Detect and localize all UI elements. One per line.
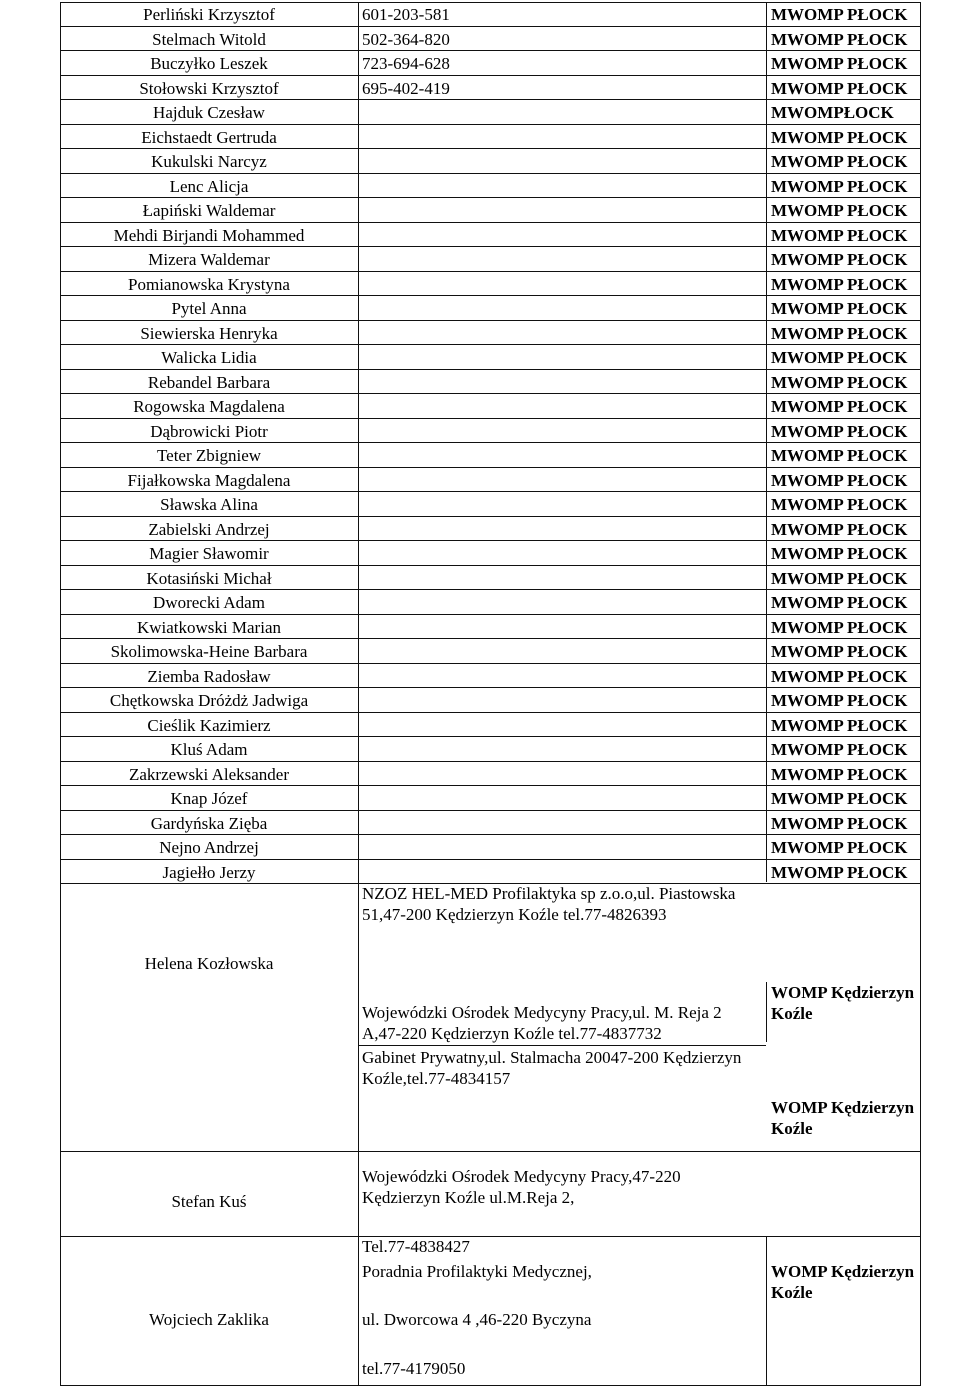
person-name: Chętkowska Dróżdż Jadwiga xyxy=(109,691,309,710)
table-row xyxy=(0,590,960,615)
table-row xyxy=(0,639,960,664)
kus-bottom-border xyxy=(60,1236,920,1237)
org-label: MWOMP PŁOCK xyxy=(771,495,908,514)
org-label: MWOMP PŁOCK xyxy=(771,348,908,367)
table-row xyxy=(0,223,960,248)
column-divider-phone-lower xyxy=(766,982,767,1042)
person-name: Dąbrowicki Piotr xyxy=(150,421,268,441)
org-label: Koźle xyxy=(771,1119,813,1138)
place-line: Poradnia Profilaktyki Medycznej, xyxy=(362,1262,592,1281)
phone-number: 601-203-581 xyxy=(362,5,450,24)
table-row xyxy=(0,762,960,787)
person-name: Ziemba Radosław xyxy=(147,666,271,686)
org-label: MWOMPŁOCK xyxy=(771,103,894,122)
person-name-kozlowska: Helena Kozłowska xyxy=(144,954,274,973)
org-label: MWOMP PŁOCK xyxy=(771,764,908,784)
org-label: MWOMP PŁOCK xyxy=(771,274,908,294)
org-label: MWOMP PŁOCK xyxy=(771,5,908,24)
table-row xyxy=(0,541,960,566)
person-name: Siewierska Henryka xyxy=(140,323,278,343)
org-label: MWOMP PŁOCK xyxy=(771,250,908,269)
table-row xyxy=(0,2,960,27)
person-name: Gardyńska Zięba xyxy=(150,813,268,833)
table-row xyxy=(0,492,960,517)
person-name: Skolimowska-Heine Barbara xyxy=(110,642,308,661)
table-row xyxy=(0,713,960,738)
table-row xyxy=(0,517,960,542)
org-label: MWOMP PŁOCK xyxy=(771,691,908,710)
org-label: MWOMP PŁOCK xyxy=(771,225,908,245)
column-divider-name xyxy=(358,2,359,1386)
org-label: MWOMP PŁOCK xyxy=(771,862,908,882)
person-name: Teter Zbigniew xyxy=(156,446,262,465)
table-row xyxy=(0,296,960,321)
person-name: Kwiatkowski Marian xyxy=(136,617,281,637)
person-name: Lenc Alicja xyxy=(169,176,249,196)
org-label: MWOMP PŁOCK xyxy=(771,54,908,73)
column-divider-right xyxy=(920,2,921,1386)
org-label: MWOMP PŁOCK xyxy=(771,813,908,833)
org-label: MWOMP PŁOCK xyxy=(771,397,908,416)
person-name: Pytel Anna xyxy=(171,299,247,318)
org-label: WOMP Kędzierzyn xyxy=(771,1262,915,1281)
table-row xyxy=(0,125,960,150)
person-name: Fijałkowska Magdalena xyxy=(127,470,291,490)
person-name: Perliński Krzysztof xyxy=(143,5,275,24)
person-name: Kluś Adam xyxy=(170,740,248,759)
person-name: Stołowski Krzysztof xyxy=(139,78,279,98)
person-name: Zabielski Andrzej xyxy=(148,519,270,539)
column-divider-left xyxy=(60,2,61,1386)
org-label: MWOMP PŁOCK xyxy=(771,666,908,686)
table-row xyxy=(0,566,960,591)
org-label: MWOMP PŁOCK xyxy=(771,446,908,465)
phone-line: Tel.77-4838427 xyxy=(362,1237,470,1256)
table-row xyxy=(0,615,960,640)
phone-number: 695-402-419 xyxy=(362,78,450,98)
place-line: NZOZ HEL-MED Profilaktyka sp z.o.o,ul. Piastowska xyxy=(362,884,736,903)
person-name-zaklika: Wojciech Zaklika xyxy=(149,1310,269,1329)
org-label: MWOMP PŁOCK xyxy=(771,421,908,441)
person-name: Walicka Lidia xyxy=(161,348,257,367)
place-line: Wojewódzki Ośrodek Medycyny Pracy,47-220 xyxy=(362,1167,681,1186)
person-name: Nejno Andrzej xyxy=(159,838,259,857)
table-row xyxy=(0,370,960,395)
org-label: MWOMP PŁOCK xyxy=(771,544,908,563)
org-label: MWOMP PŁOCK xyxy=(771,519,908,539)
person-name: Hajduk Czesław xyxy=(153,103,265,122)
table-row xyxy=(0,345,960,370)
phone-number: 502-364-820 xyxy=(362,29,450,49)
place-line: 51,47-200 Kędzierzyn Koźle tel.77-4826393 xyxy=(362,905,667,924)
table-row xyxy=(0,419,960,444)
person-name: Sławska Alina xyxy=(160,495,258,514)
person-name: Rebandel Barbara xyxy=(147,372,271,392)
table-row xyxy=(0,198,960,223)
org-label: WOMP Kędzierzyn xyxy=(771,983,915,1002)
kozlowska-bottom-border xyxy=(60,1151,920,1152)
org-label: MWOMP PŁOCK xyxy=(771,78,908,98)
org-label: MWOMP PŁOCK xyxy=(771,593,908,612)
person-name: Jagiełło Jerzy xyxy=(162,862,256,882)
person-name: Łapiński Waldemar xyxy=(142,201,276,220)
table-row xyxy=(0,443,960,468)
table-row xyxy=(0,860,960,885)
org-label: MWOMP PŁOCK xyxy=(771,372,908,392)
person-name: Mizera Waldemar xyxy=(148,250,270,269)
table-row xyxy=(0,51,960,76)
person-name: Cieślik Kazimierz xyxy=(147,715,271,735)
person-name: Mehdi Birjandi Mohammed xyxy=(113,225,305,245)
org-label: MWOMP PŁOCK xyxy=(771,299,908,318)
org-label: MWOMP PŁOCK xyxy=(771,568,908,588)
org-label: Koźle xyxy=(771,1283,813,1302)
place-line: ul. Dworcowa 4 ,46-220 Byczyna xyxy=(362,1310,592,1329)
person-name: Magier Sławomir xyxy=(149,544,269,563)
org-label: MWOMP PŁOCK xyxy=(771,29,908,49)
column-divider-phone-bottom xyxy=(766,1236,767,1386)
table-row xyxy=(0,149,960,174)
org-label: WOMP Kędzierzyn xyxy=(771,1098,915,1117)
person-name: Knap Józef xyxy=(170,789,248,808)
place-line: Wojewódzki Ośrodek Medycyny Pracy,ul. M. Reja 2 xyxy=(362,1003,722,1022)
person-name-kus: Stefan Kuś xyxy=(171,1192,247,1211)
table-row xyxy=(0,688,960,713)
table-row xyxy=(0,786,960,811)
person-name: Buczyłko Leszek xyxy=(150,54,268,73)
person-name: Rogowska Magdalena xyxy=(133,397,285,416)
person-name: Pomianowska Krystyna xyxy=(128,274,290,294)
table-row xyxy=(0,76,960,101)
table-row xyxy=(0,664,960,689)
table-row xyxy=(0,100,960,125)
table-row xyxy=(0,272,960,297)
column-divider-phone xyxy=(766,2,767,882)
org-label: MWOMP PŁOCK xyxy=(771,789,908,808)
org-label: MWOMP PŁOCK xyxy=(771,323,908,343)
table-row xyxy=(0,394,960,419)
org-label: MWOMP PŁOCK xyxy=(771,470,908,490)
table-row xyxy=(0,174,960,199)
org-label: MWOMP PŁOCK xyxy=(771,740,908,759)
person-name: Dworecki Adam xyxy=(153,593,265,612)
person-name: Kukulski Narcyz xyxy=(151,152,267,171)
table-row xyxy=(0,321,960,346)
person-name: Zakrzewski Aleksander xyxy=(128,764,290,784)
place-line: Gabinet Prywatny,ul. Stalmacha 20047-200 Kędzierzyn xyxy=(362,1048,742,1067)
org-label: MWOMP PŁOCK xyxy=(771,617,908,637)
person-name: Eichstaedt Gertruda xyxy=(141,127,277,147)
place2-bottom-border xyxy=(358,1045,766,1046)
org-label: Koźle xyxy=(771,1004,813,1023)
org-label: MWOMP PŁOCK xyxy=(771,715,908,735)
phone-number: 723-694-628 xyxy=(362,54,450,73)
table-row xyxy=(0,835,960,860)
phone-line: tel.77-4179050 xyxy=(362,1359,466,1378)
table-row xyxy=(0,247,960,272)
org-label: MWOMP PŁOCK xyxy=(771,176,908,196)
person-name: Stelmach Witold xyxy=(152,29,266,49)
place-line: Koźle,tel.77-4834157 xyxy=(362,1069,511,1088)
org-label: MWOMP PŁOCK xyxy=(771,152,908,171)
table-row xyxy=(0,811,960,836)
person-name: Kotasiński Michał xyxy=(146,568,272,588)
table-row xyxy=(0,27,960,52)
org-label: MWOMP PŁOCK xyxy=(771,127,908,147)
table-row xyxy=(0,468,960,493)
place-line: Kędzierzyn Koźle ul.M.Reja 2, xyxy=(362,1188,575,1207)
table-row xyxy=(0,737,960,762)
place-line: A,47-220 Kędzierzyn Koźle tel.77-4837732 xyxy=(362,1024,662,1043)
org-label: MWOMP PŁOCK xyxy=(771,838,908,857)
org-label: MWOMP PŁOCK xyxy=(771,642,908,661)
org-label: MWOMP PŁOCK xyxy=(771,201,908,220)
